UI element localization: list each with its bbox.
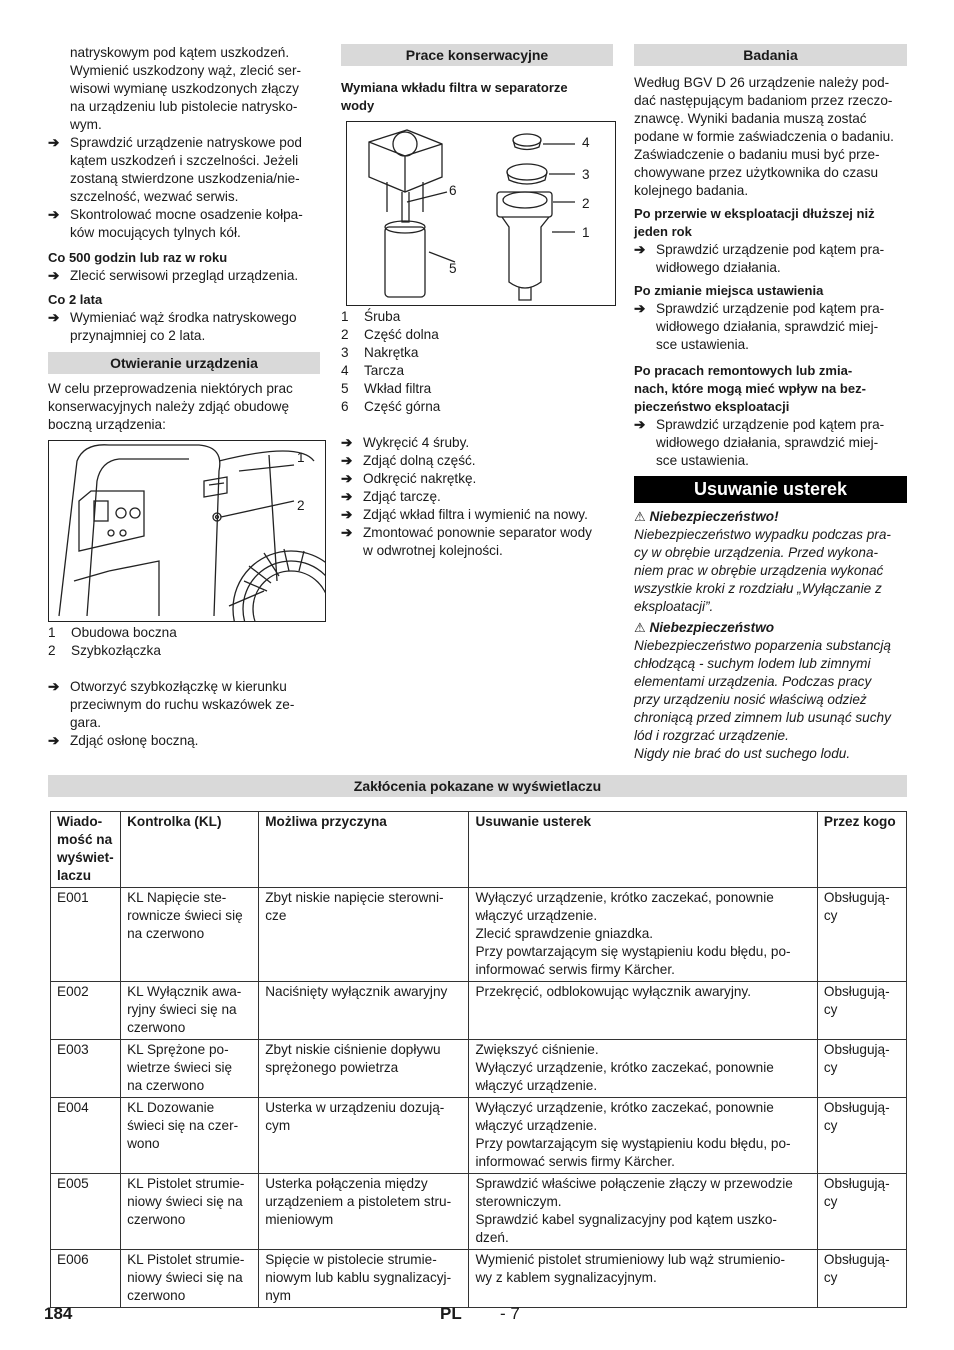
warning-accident-text bbox=[634, 526, 907, 616]
text-line: sce ustawienia. bbox=[656, 337, 749, 352]
text-line: widłowego działania, sprawdzić miej- bbox=[656, 319, 879, 334]
fig-label-1: 1 bbox=[297, 450, 305, 465]
table-cell: E006 bbox=[51, 1250, 121, 1308]
table-cell: E003 bbox=[51, 1040, 121, 1098]
table-cell: Usterka w urządzeniu dozują- cym bbox=[259, 1098, 469, 1174]
table-cell: Wymienić pistolet strumieniowy lub wąż strumienio- wy z kablem sygnalizacyjnym. bbox=[469, 1250, 817, 1308]
text-line: szczelność, wezwać serwis. bbox=[70, 189, 239, 204]
column-1 bbox=[48, 44, 320, 750]
heading-after-repairs bbox=[634, 362, 907, 416]
step-item: ➔ Wykręcić 4 śruby. bbox=[341, 435, 470, 450]
arrow-icon: ➔ bbox=[341, 525, 353, 540]
fig-label-1: 1 bbox=[582, 225, 590, 240]
heading-2-years: Co 2 lata bbox=[48, 292, 103, 307]
step-check-spray bbox=[48, 134, 320, 206]
text-line: przy urządzeniu nosić właściwą odzież bbox=[634, 692, 867, 707]
table-cell: KL Pistolet strumie- niowy świeci się na czerwono bbox=[121, 1174, 259, 1250]
table-header-cell: Usuwanie usterek bbox=[469, 812, 817, 888]
arrow-icon: ➔ bbox=[634, 242, 646, 257]
text-line: dać następującym badaniom przez rzeczo- bbox=[634, 93, 893, 108]
arrow-icon: ➔ bbox=[341, 507, 353, 522]
text-line: kolejnego badania. bbox=[634, 183, 749, 198]
table-row bbox=[51, 1174, 907, 1250]
text-line: Po przerwie w eksploatacji dłuższej niż bbox=[634, 206, 875, 221]
text-line: Zlecić serwisowi przegląd urządzenia. bbox=[70, 268, 299, 283]
fig-label-3: 3 bbox=[582, 167, 590, 182]
column-3 bbox=[634, 44, 907, 763]
page-number: 184 bbox=[44, 1304, 73, 1323]
filter-steps bbox=[341, 434, 613, 524]
text-line: eksploatacji”. bbox=[634, 599, 714, 614]
step-remove-cover bbox=[48, 732, 320, 750]
step-check-after-relocation bbox=[634, 300, 907, 354]
text-line: Po pracach remontowych lub zmia- bbox=[634, 363, 853, 378]
text-line: Sprawdzić urządzenie natryskowe pod bbox=[70, 135, 302, 150]
table-cell: Wyłączyć urządzenie, krótko zaczekać, ponownie włączyć urządzenie. Zlecić sprawdzenie gniazdka. Przy powtarzającym się wystąpieniu kodu błędu, po- informować serwis firmy Kärcher. bbox=[469, 888, 817, 982]
table-cell: KL Pistolet strumie- niowy świeci się na czerwono bbox=[121, 1250, 259, 1308]
table-row bbox=[51, 982, 907, 1040]
table-cell: Sprawdzić właściwe połączenie złączy w przewodzie sterowniczym. Sprawdzić kabel sygnalizacyjny pod kątem uszko- dzeń. bbox=[469, 1174, 817, 1250]
legend-item: 4 Tarcza bbox=[341, 363, 405, 378]
table-row bbox=[51, 1040, 907, 1098]
text-line: Zaświadczenie o badaniu musi być prze- bbox=[634, 147, 880, 162]
table-row bbox=[51, 1098, 907, 1174]
text-line: podane w formie zaświadczenia o badaniu. bbox=[634, 129, 894, 144]
section-bar-opening: Otwieranie urządzenia bbox=[48, 352, 320, 374]
text-line: konserwacyjnych należy zdjąć obudowę bbox=[48, 399, 290, 414]
text-line: jeden rok bbox=[634, 224, 692, 239]
text-line: lód i rozgrzać urządzenie. bbox=[634, 728, 789, 743]
step-item: ➔ Zdjąć wkład filtra i wymienić na nowy. bbox=[341, 507, 588, 522]
text-line: widłowego działania. bbox=[656, 260, 781, 275]
table-cell: KL Sprężone po- wietrze świeci się na czerwono bbox=[121, 1040, 259, 1098]
column-2 bbox=[341, 44, 613, 560]
text-line: w odwrotnej kolejności. bbox=[363, 543, 503, 558]
text-line: elementami urządzenia. Podczas pracy bbox=[634, 674, 872, 689]
inspection-paragraph bbox=[634, 74, 907, 200]
text-line: Sprawdzić urządzenie pod kątem pra- bbox=[656, 301, 885, 316]
table-cell: Obsługują- cy bbox=[817, 1098, 906, 1174]
text-line: Niebezpieczeństwo poparzenia substancją bbox=[634, 638, 891, 653]
text-line: boczną urządzenia: bbox=[48, 417, 166, 432]
section-bar-display-faults: Zakłócenia pokazane w wyświetlaczu bbox=[48, 775, 907, 797]
text-line: W celu przeprowadzenia niektórych prac bbox=[48, 381, 293, 396]
table-cell: Obsługują- cy bbox=[817, 982, 906, 1040]
heading-after-relocation bbox=[634, 282, 907, 300]
table-cell: Usterka połączenia między urządzeniem a pistoletem stru- mieniowym bbox=[259, 1174, 469, 1250]
legend-item: 6 Część górna bbox=[341, 399, 441, 414]
step-replace-hose bbox=[48, 309, 320, 345]
table-cell: Spięcie w pistolecie strumie- niowym lub kablu sygnalizacyj- nym bbox=[259, 1250, 469, 1308]
fig-label-6: 6 bbox=[449, 183, 457, 198]
table-header-cell: Kontrolka (KL) bbox=[121, 812, 259, 888]
table-cell: Zbyt niskie napięcie sterowni- cze bbox=[259, 888, 469, 982]
table-cell: E002 bbox=[51, 982, 121, 1040]
section-bar-maintenance: Prace konserwacyjne bbox=[341, 44, 613, 66]
heading-after-break bbox=[634, 205, 907, 241]
text-line: znawcę. Wyniki badania muszą zostać bbox=[634, 111, 867, 126]
text-line: Sprawdzić urządzenie pod kątem pra- bbox=[656, 242, 885, 257]
legend-item: 1 Obudowa boczna bbox=[48, 625, 177, 640]
text-line: Otworzyć szybkozłączkę w kierunku bbox=[70, 679, 287, 694]
arrow-icon: ➔ bbox=[48, 268, 60, 283]
text-line: Zmontować ponownie separator wody bbox=[363, 525, 592, 540]
text-line: Wymienić uszkodzony wąż, zlecić ser- bbox=[70, 63, 302, 78]
text-line: Po zmianie miejsca ustawienia bbox=[634, 283, 824, 298]
figure-legend bbox=[341, 308, 613, 416]
step-check-wheels bbox=[48, 206, 320, 242]
table-cell: Zbyt niskie ciśnienie dopływu sprężonego powietrza bbox=[259, 1040, 469, 1098]
text-line: Wymieniać wąż środka natryskowego bbox=[70, 310, 297, 325]
page-subnumber: - 7 bbox=[500, 1304, 520, 1323]
fig-label-2: 2 bbox=[582, 196, 590, 211]
arrow-icon: ➔ bbox=[341, 471, 353, 486]
arrow-icon: ➔ bbox=[48, 207, 60, 222]
table-cell: Obsługują- cy bbox=[817, 888, 906, 982]
text-line: przynajmniej co 2 lata. bbox=[70, 328, 206, 343]
step-item: ➔ Zdjąć dolną część. bbox=[341, 453, 476, 468]
arrow-icon: ➔ bbox=[48, 679, 60, 694]
table-cell: Naciśnięty wyłącznik awaryjny bbox=[259, 982, 469, 1040]
text-line: kątem uszkodzeń i szczelności. Jeżeli bbox=[70, 153, 299, 168]
text-line: nach, które mogą mieć wpływ na bez- bbox=[634, 381, 866, 396]
table-cell: Obsługują- cy bbox=[817, 1250, 906, 1308]
warning-triangle-icon: ⚠ bbox=[634, 509, 646, 524]
text-line: pieczeństwo eksploatacji bbox=[634, 399, 790, 414]
fig-label-2: 2 bbox=[297, 498, 305, 513]
table-cell: Przekręcić, odblokowując wyłącznik awaryjny. bbox=[469, 982, 817, 1040]
text-line: Skontrolować mocne osadzenie kołpa- bbox=[70, 207, 303, 222]
legend-item: 3 Nakrętka bbox=[341, 345, 419, 360]
text-line: Sprawdzić urządzenie pod kątem pra- bbox=[656, 417, 885, 432]
step-check-after-repairs bbox=[634, 416, 907, 470]
text-line: chroniącą przed zimnem lub usunąć suchy bbox=[634, 710, 891, 725]
step-check-after-break bbox=[634, 241, 907, 277]
table-cell: KL Napięcie ste- rownicze świeci się na czerwono bbox=[121, 888, 259, 982]
opening-paragraph bbox=[48, 380, 320, 434]
text-line: zostaną stwierdzone uszkodzenia/nie- bbox=[70, 171, 300, 186]
table-row bbox=[51, 1250, 907, 1308]
warning-burn-text bbox=[634, 637, 907, 763]
arrow-icon: ➔ bbox=[341, 453, 353, 468]
fig-label-4: 4 bbox=[582, 135, 590, 150]
table-cell: Obsługują- cy bbox=[817, 1174, 906, 1250]
text-line: Nigdy nie brać do ust suchego lodu. bbox=[634, 746, 851, 761]
warning-burn: ⚠ Niebezpieczeństwo bbox=[634, 620, 775, 635]
arrow-icon: ➔ bbox=[48, 135, 60, 150]
arrow-icon: ➔ bbox=[341, 435, 353, 450]
step-reassemble bbox=[341, 524, 613, 560]
filter-figure bbox=[346, 121, 616, 306]
step-open-coupling bbox=[48, 678, 320, 732]
fault-table bbox=[50, 811, 907, 1308]
step-item: ➔ Odkręcić nakrętkę. bbox=[341, 471, 477, 486]
text-line: wody bbox=[341, 98, 375, 113]
text-line: niem prac w obrębie urządzenia wykonać bbox=[634, 563, 884, 578]
fig-label-5: 5 bbox=[449, 261, 457, 276]
table-cell: Zwiększyć ciśnienie. Wyłączyć urządzenie, krótko zaczekać, ponownie włączyć urządzenie. bbox=[469, 1040, 817, 1098]
table-header-cell: Wiado- mość na wyświet- laczu bbox=[51, 812, 121, 888]
legend-item: 2 Szybkozłączka bbox=[48, 643, 161, 658]
text-line: chłodzącą - suchym lodem lub zimnymi bbox=[634, 656, 871, 671]
table-body bbox=[51, 888, 907, 1308]
text-line: sce ustawienia. bbox=[656, 453, 749, 468]
subheading-filter bbox=[341, 79, 613, 115]
text-line: Niebezpieczeństwo wypadku podczas pra- bbox=[634, 527, 891, 542]
table-cell: KL Dozowanie świeci się na czer- wono bbox=[121, 1098, 259, 1174]
legend-item: 2 Część dolna bbox=[341, 327, 439, 342]
legend-item: 1 Śruba bbox=[341, 309, 401, 324]
text-line: Wymiana wkładu filtra w separatorze bbox=[341, 80, 568, 95]
section-bar-inspections: Badania bbox=[634, 44, 907, 66]
table-header-cell: Możliwa przyczyna bbox=[259, 812, 469, 888]
text-line: cy w obrębie urządzenia. Przed wykona- bbox=[634, 545, 879, 560]
filter-illustration bbox=[347, 122, 615, 305]
legend-item: 5 Wkład filtra bbox=[341, 381, 432, 396]
arrow-icon: ➔ bbox=[634, 301, 646, 316]
step-service-inspection bbox=[48, 267, 320, 285]
table-cell: KL Wyłącznik awa- ryjny świeci się na czerwono bbox=[121, 982, 259, 1040]
text-line: wszystkie kroki z rozdziału „Wyłączanie z bbox=[634, 581, 882, 596]
step-item: ➔ Zdjąć tarczę. bbox=[341, 489, 441, 504]
section-bar-troubleshooting: Usuwanie usterek bbox=[634, 476, 907, 503]
arrow-icon: ➔ bbox=[341, 489, 353, 504]
intro-paragraph bbox=[48, 44, 320, 134]
table-row bbox=[51, 888, 907, 982]
table-cell: E004 bbox=[51, 1098, 121, 1174]
text-line: chowywane przez użytkownika do czasu bbox=[634, 165, 879, 180]
text-line: na urządzeniu lub pistolecie natrysko- bbox=[70, 99, 298, 114]
figure-legend bbox=[48, 624, 320, 660]
text-line: ków mocujących tylnych kół. bbox=[70, 225, 241, 240]
arrow-icon: ➔ bbox=[48, 733, 60, 748]
language-code: PL bbox=[440, 1304, 462, 1323]
table-cell: E005 bbox=[51, 1174, 121, 1250]
machine-figure bbox=[48, 440, 326, 622]
warning-accident: ⚠ Niebezpieczeństwo! bbox=[634, 509, 779, 524]
warning-triangle-icon: ⚠ bbox=[634, 620, 646, 635]
table-header-cell: Przez kogo bbox=[817, 812, 906, 888]
table-header-row bbox=[51, 812, 907, 888]
text-line: widłowego działania, sprawdzić miej- bbox=[656, 435, 879, 450]
arrow-icon: ➔ bbox=[634, 417, 646, 432]
text-line: Według BGV D 26 urządzenie należy pod- bbox=[634, 75, 890, 90]
text-line: wisowi wymianę uszkodzonych złączy bbox=[70, 81, 299, 96]
text-line: gara. bbox=[70, 715, 101, 730]
heading-500-hours: Co 500 godzin lub raz w roku bbox=[48, 250, 228, 265]
arrow-icon: ➔ bbox=[48, 310, 60, 325]
text-line: Zdjąć osłonę boczną. bbox=[70, 733, 199, 748]
text-line: przeciwnym do ruchu wskazówek ze- bbox=[70, 697, 295, 712]
machine-illustration bbox=[49, 441, 325, 621]
text-line: wym. bbox=[70, 117, 102, 132]
table-cell: Obsługują- cy bbox=[817, 1040, 906, 1098]
table-cell: Wyłączyć urządzenie, krótko zaczekać, ponownie włączyć urządzenie. Przy powtarzającym się wystąpieniu kodu błędu, po- informować serwis firmy Kärcher. bbox=[469, 1098, 817, 1174]
table-cell: E001 bbox=[51, 888, 121, 982]
text-line: natryskowym pod kątem uszkodzeń. bbox=[70, 45, 290, 60]
